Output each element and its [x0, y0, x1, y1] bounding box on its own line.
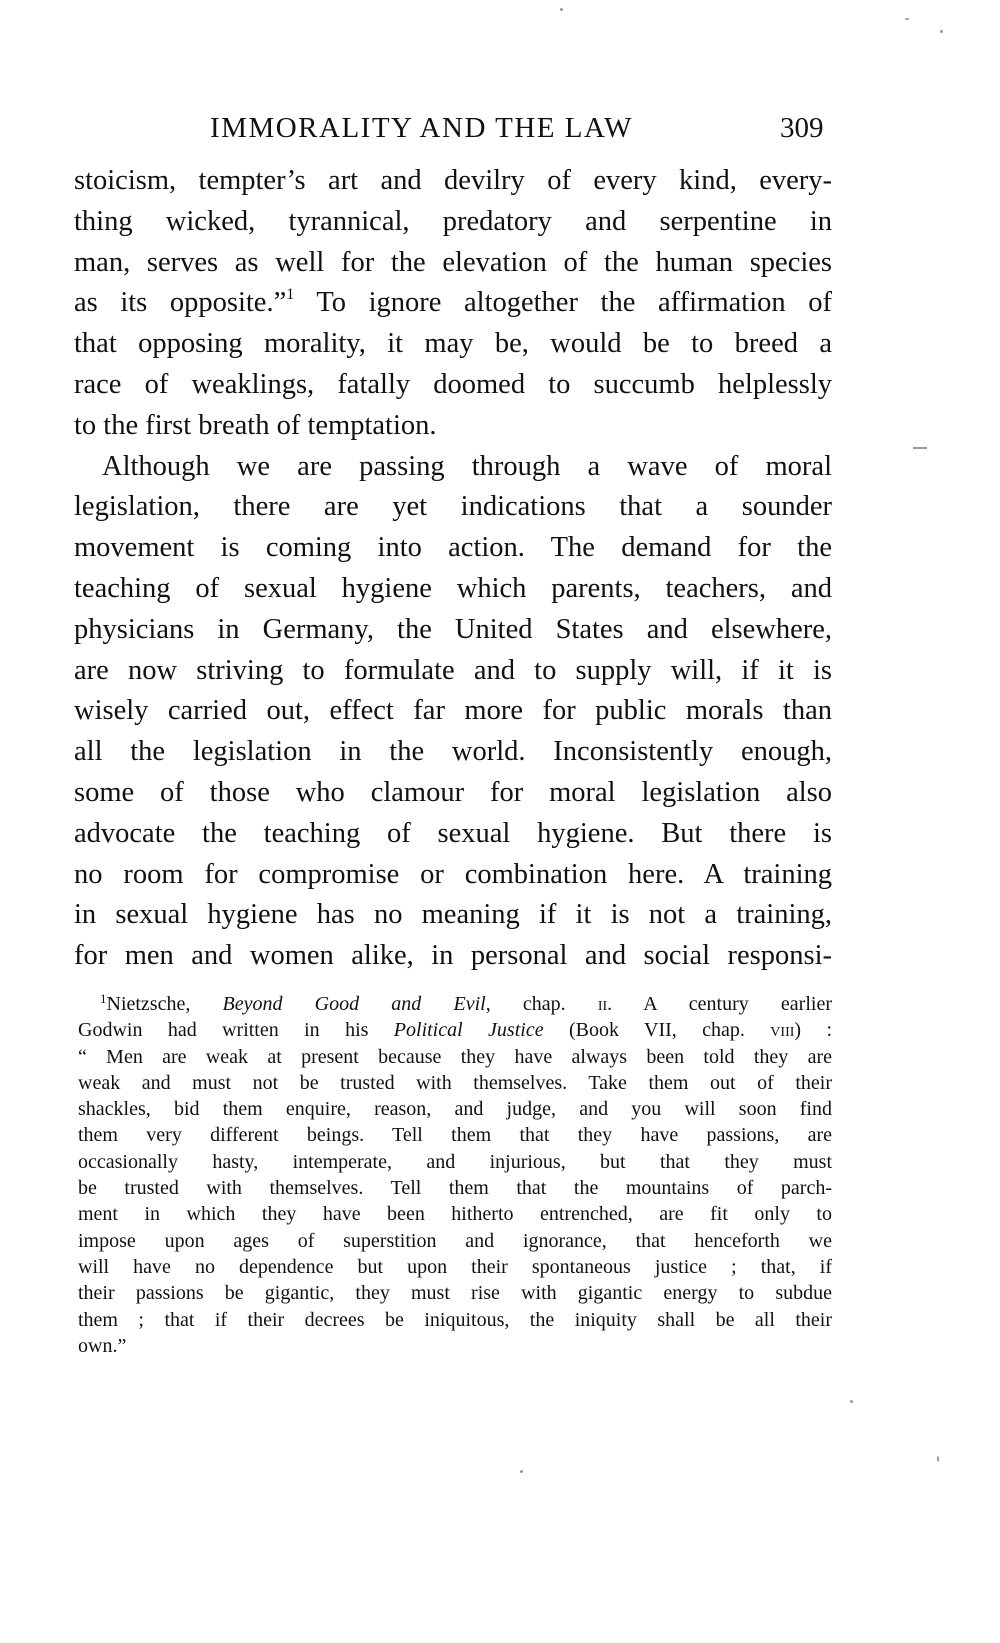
- footnote-line: [78, 1017, 832, 1043]
- footnote-line: [78, 991, 832, 1017]
- page-number: 309: [780, 112, 824, 144]
- footnote-line: their passions be gigantic, they must rise with gigantic energy to subdue: [78, 1282, 832, 1305]
- footnote-marker: 1: [100, 991, 107, 1006]
- chapter-numeral: viii: [770, 1019, 795, 1042]
- footnote-text: (Book VII, chap.: [543, 1019, 771, 1042]
- footnote-text: , chap.: [485, 993, 598, 1015]
- body-line: that opposing morality, it may be, would be to breed a: [74, 328, 832, 360]
- scan-speck: [913, 447, 927, 449]
- body-line: no room for compromise or combination here. A training: [74, 858, 832, 890]
- running-title: IMMORALITY AND THE LAW: [210, 112, 633, 144]
- footnote-line: “ Men are weak at present because they have always been told they are: [78, 1045, 832, 1068]
- body-line: some of those who clamour for moral legislation also: [74, 776, 832, 808]
- body-line-text: as its opposite.”: [74, 287, 287, 319]
- body-line: race of weaklings, fatally doomed to succumb helplessly: [74, 368, 832, 400]
- body-line: thing wicked, tyrannical, predatory and serpentine in: [74, 205, 832, 237]
- book-title: Political Justice: [393, 1019, 544, 1042]
- footnote-text: ) :: [794, 1019, 833, 1042]
- body-line: movement is coming into action. The demand for the: [74, 532, 832, 564]
- body-line: physicians in Germany, the United States and elsewhere,: [74, 613, 832, 645]
- body-line: for men and women alike, in personal and social responsi-: [74, 940, 832, 972]
- scan-speck: [937, 1456, 939, 1462]
- scan-speck: [850, 1400, 853, 1403]
- body-line: [74, 283, 832, 324]
- body-line: advocate the teaching of sexual hygiene. But there is: [74, 817, 832, 849]
- footnote-line: shackles, bid them enquire, reason, and judge, and you will soon find: [78, 1098, 832, 1121]
- footnote-line: impose upon ages of superstition and ignorance, that henceforth we: [78, 1229, 832, 1252]
- book-title: Beyond Good and Evil: [222, 993, 486, 1015]
- scan-speck: [520, 1470, 523, 1473]
- footnote-reference: 1: [286, 286, 295, 304]
- running-head: [0, 112, 1000, 152]
- body-line: are now striving to formulate and to supply will, if it is: [74, 654, 832, 686]
- footnote: [78, 991, 832, 1359]
- body-line: wisely carried out, effect far more for public morals than: [74, 695, 832, 727]
- body-line: teaching of sexual hygiene which parents, teachers, and: [74, 572, 832, 604]
- body-line: stoicism, tempter’s art and devilry of every kind, every-: [74, 165, 832, 196]
- footnote-line: be trusted with themselves. Tell them that the mountains of parch-: [78, 1177, 832, 1200]
- footnote-line: will have no dependence but upon their spontaneous justice ; that, if: [78, 1255, 832, 1278]
- body-line: Although we are passing through a wave of moral: [102, 450, 832, 482]
- body-line: legislation, there are yet indications that a sounder: [74, 491, 832, 523]
- body-line: all the legislation in the world. Inconsistently enough,: [74, 736, 832, 768]
- body-line: to the first breath of temptation.: [74, 409, 437, 441]
- footnote-line: weak and must not be trusted with themselves. Take them out of their: [78, 1071, 832, 1094]
- footnote-line: occasionally hasty, intemperate, and injurious, but that they must: [78, 1150, 832, 1173]
- body-line: in sexual hygiene has no meaning if it is not a training,: [74, 899, 832, 931]
- scan-speck: [940, 30, 943, 33]
- scan-speck: [905, 18, 909, 20]
- footnote-line: them ; that if their decrees be iniquitous, the iniquity shall be all their: [78, 1308, 832, 1331]
- scan-speck: [560, 8, 563, 11]
- footnote-text: Nietzsche,: [106, 993, 223, 1015]
- body-line-text: To ignore altogether the affirmation of: [294, 287, 832, 319]
- footnote-text: Godwin had written in his: [78, 1019, 394, 1042]
- footnote-text: . A century earlier: [607, 993, 832, 1015]
- chapter-numeral: ii: [597, 993, 608, 1015]
- footnote-line: ment in which they have been hitherto entrenched, are fit only to: [78, 1203, 832, 1226]
- footnote-line: them very different beings. Tell them that they have passions, are: [78, 1124, 832, 1147]
- footnote-line: own.”: [78, 1334, 127, 1357]
- body-text: [74, 161, 832, 977]
- body-line: man, serves as well for the elevation of the human species: [74, 246, 832, 278]
